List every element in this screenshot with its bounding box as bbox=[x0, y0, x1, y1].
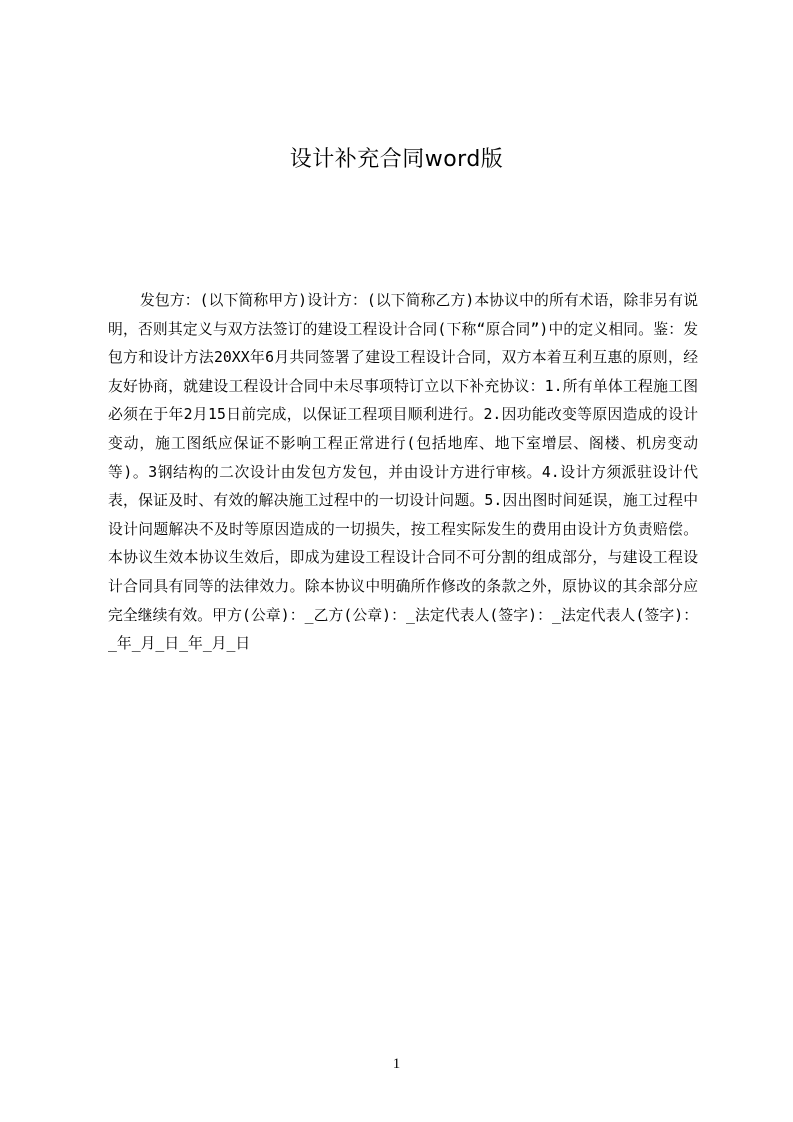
page-number: 1 bbox=[392, 1056, 401, 1072]
document-title: 设计补充合同word版 bbox=[289, 147, 504, 172]
contract-body-paragraph: 发包方：(以下简称甲方)设计方：(以下简称乙方)本协议中的所有术语，除非另有说明，否则其定义与双方法签订的建设工程设计合同(下称“原合同”)中的定义相同。鉴：发包方和设计方法20XX年6月共同签署了建设工程设计合同，双方本着互利互惠的原则，经友好协商，就建设工程设计合同中未尽事项特订立以下补充协议：1.所有单体工程施工图必须在于年2月15日前完成，以保证工程项目顺利进行。2.因功能改变等原因造成的设计变动，施工图纸应保证不影响工程正常进行(包括地库、地下室增层、阁楼、机房变动等)。3钢结构的二次设计由发包方发包，并由设计方进行审核。4.设计方须派驻设计代表，保证及时、有效的解决施工过程中的一切设计问题。5.因出图时间延误，施工过程中设计问题解决不及时等原因造成的一切损失，按工程实际发生的费用由设计方负责赔偿。本协议生效本协议生效后，即成为建设工程设计合同不可分割的组成部分，与建设工程设计合同具有同等的法律效力。除本协议中明确所作修改的条款之外，原协议的其余部分应完全继续有效。甲方(公章)：_乙方(公章)：_法定代表人(签字)：_法定代表人(签字)：_年_月_日_年_月_日 bbox=[108, 292, 698, 653]
